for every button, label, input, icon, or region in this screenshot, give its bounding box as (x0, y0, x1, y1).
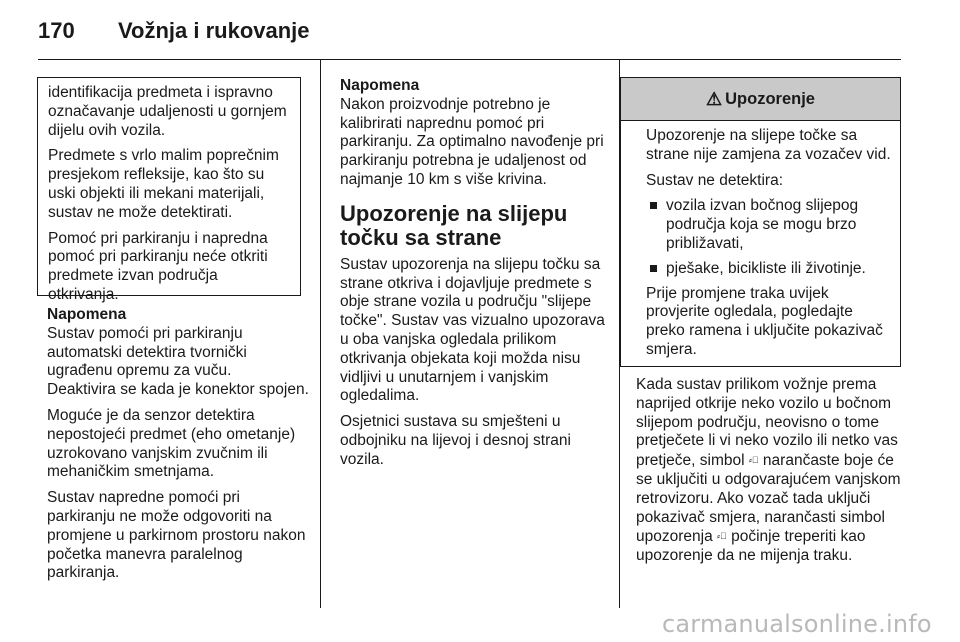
watermark: carmanualsonline.info (662, 610, 932, 638)
blind-spot-symbol-icon: ⸗⃞ (717, 531, 727, 542)
list-item-text: vozila izvan bočnog slijepog područja koja se mogu brzo približavati, (666, 197, 859, 252)
warning-box (620, 77, 901, 367)
bullet-square-icon (650, 265, 657, 272)
warning-intro: Upozorenje na slijepe točke sa strane nije zamjena za vozačev vid. (646, 127, 891, 163)
list-item (646, 197, 892, 253)
paragraph: Moguće je da senzor detektira nepostojeći predmet (eho ometanje) uzrokovano vanjskim zvučnim ili mehaničkim smetnjama. (47, 406, 296, 481)
paragraph (636, 376, 904, 566)
warning-triangle-icon: ⚠ (706, 88, 723, 109)
column-2-body (340, 77, 606, 477)
paragraph-text: Kada sustav prilikom vožnje prema naprijed otkrije neko vozilo u bočnom slijepom području, neovisno o tome pretječete li vi neko vozilo ili netko vas pretječe, simbol (636, 376, 898, 470)
box-paragraph: identifikacija predmeta i ispravno označavanje udaljenosti u gornjem dijelu ovih vozila. (48, 84, 287, 139)
column-1-body (47, 306, 309, 590)
page-number: 170 (38, 18, 75, 43)
box-paragraph: Pomoć pri parkiranju i napredna pomoć pri parkiranju neće otkriti predmete izvan područja otkrivanja. (48, 229, 268, 303)
column-3-body (636, 376, 904, 573)
column-divider-1 (320, 60, 321, 608)
note-title: Napomena (47, 306, 127, 323)
paragraph: Sustav napredne pomoći pri parkiranju ne može odgovoriti na promjene u parkirnom prostoru nakon početka manevra paralelnog parkiranja. (47, 489, 306, 582)
paragraph: Sustav upozorenja na slijepu točku sa strane otkriva i dojavljuje predmete s obje strane vozila u području "slijepe točke". Sustav vas vizualno upozorava u oba vanjska ogledala prilikom otkrivanja objekata koji možda nisu vidljivi u unutarnjem i vanjskim ogledalima. (340, 255, 605, 405)
section-heading: Upozorenje na slijepu točku sa strane (340, 200, 568, 250)
paragraph-text: počinje treperiti kao upozorenje da ne mijenja traku. (636, 528, 866, 565)
warning-outro: Prije promjene traka uvijek provjerite ogledala, pogledajte preko ramena i uključite pokazivač smjera. (646, 284, 883, 358)
paragraph: Osjetnici sustava su smješteni u odbojniku na lijevoj i desnoj strani vozila. (340, 413, 571, 468)
note-text: Sustav pomoći pri parkiranju automatski detektira tvornički ugrađenu opremu za vuču. (47, 324, 247, 380)
box-paragraph: Predmete s vrlo malim poprečnim presjekom refleksije, kao što su uski objekti ili mekani materijali, sustav ne može detektirati. (48, 147, 279, 221)
warning-body (621, 121, 900, 366)
blind-spot-symbol-icon: ⸗⃞ (748, 455, 759, 466)
info-box (37, 77, 301, 303)
chapter-title: Vožnja i rukovanje (118, 18, 310, 43)
list-item-text: pješake, bicikliste ili životinje. (666, 259, 866, 277)
warning-list-intro: Sustav ne detektira: (646, 171, 783, 189)
warning-header (621, 78, 900, 121)
warning-list (646, 197, 892, 278)
header-rule (38, 59, 901, 60)
note-title: Napomena (340, 77, 420, 94)
note-text: Deaktivira se kada je konektor spojen. (47, 381, 309, 399)
list-item (646, 260, 892, 279)
note-text: Nakon proizvodnje potrebno je kalibrirati naprednu pomoć pri parkiranju. Za optimalno navođenje pri parkiranju potrebna je udaljenost od najmanje 10 km s više krivina. (340, 95, 604, 188)
paragraph-text: narančaste boje će se uključiti u odgovarajućem vanjskom retrovizoru. Ako vozač tada uključi pokazivač smjera, narančasti simbol upozorenja (636, 452, 901, 546)
warning-title: Upozorenje (725, 89, 815, 108)
bullet-square-icon (650, 202, 657, 209)
page-header (38, 14, 918, 54)
